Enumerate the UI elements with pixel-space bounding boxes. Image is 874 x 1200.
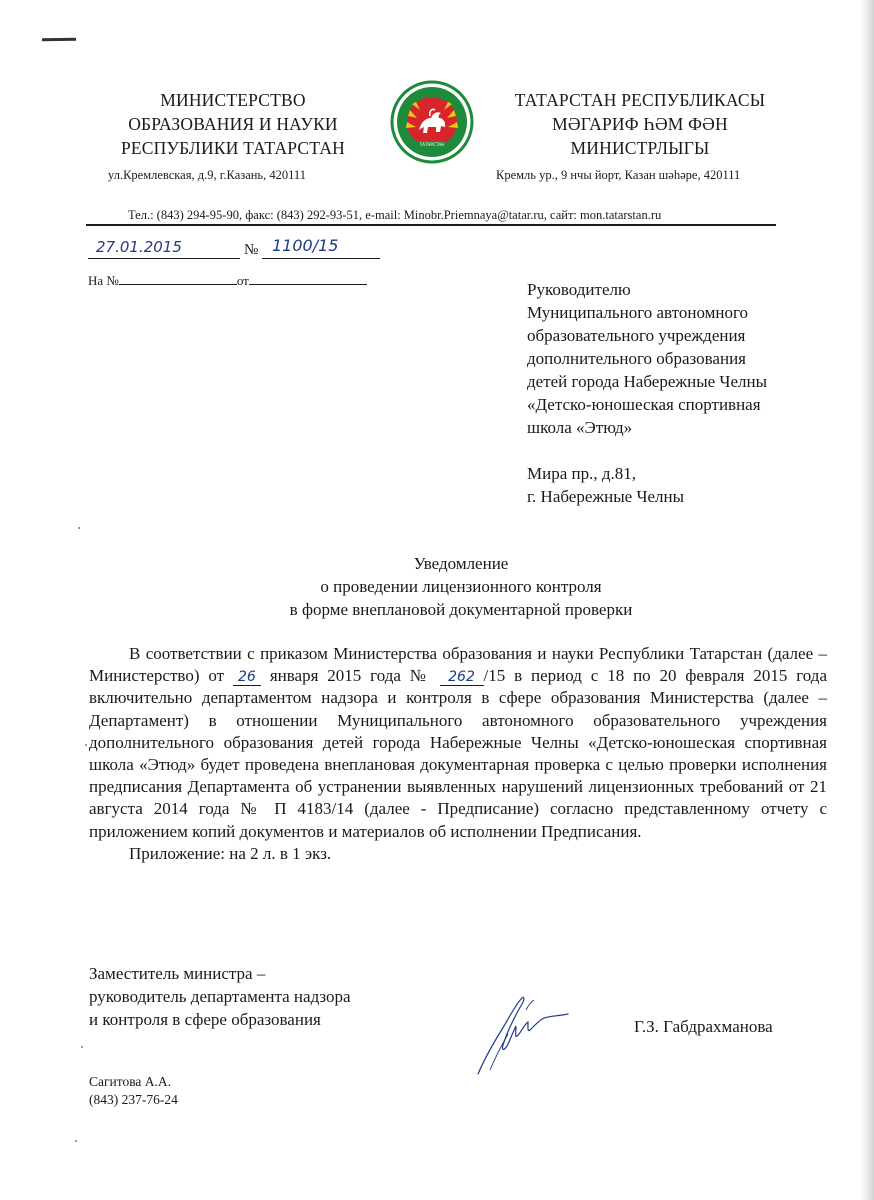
addressee-line: Муниципального автономного — [527, 303, 749, 322]
addressee-address-line: г. Набережные Челны — [527, 487, 685, 506]
ministry-address-russian: ул.Кремлевская, д.9, г.Казань, 420111 — [108, 168, 306, 182]
executor-info — [89, 1073, 178, 1109]
reference-line — [88, 272, 367, 289]
order-day-handwritten: 26 — [233, 669, 261, 686]
ministry-contacts: Тел.: (843) 294-95-90, факс: (843) 292-93-51, e-mail: Minobr.Priemnaya@tatar.ru, сайт: mon.tatarstan.ru — [128, 208, 662, 222]
emblem-text: ТАТАРСТАН — [419, 142, 445, 147]
addressee-line: образовательного учреждения — [527, 326, 746, 345]
scan-speck — [85, 744, 87, 746]
body-text-part3: /15 в период с 18 по 20 февраля 2015 года включительно департаментом надзора и контроля в сфере образования Министерства (далее – Департамент) в отношении Муниципального автономного образовательного учреждения дополнительного образования детей города Набережные Челны «Детско-юношеская спортивная школа «Этюд» будет проведена внеплановая документарная проверка с целью проверки исполнения предписания Департамента об устранении выявленных нарушений лицензионных требований от 21 августа 2014 года № П 4183/14 (далее - Предписание) согласно представленному отчету с приложением копий документов и материалов об исполнении Предписания. — [89, 666, 827, 841]
scan-page-edge — [860, 0, 874, 1200]
body-text-part1: В соответствии с приказом Министерства образования и науки Республики Татарстан (далее – Министерство) от — [89, 644, 827, 686]
reference-number-label: На № — [88, 273, 119, 288]
body-text-part2: января 2015 года № — [269, 666, 431, 686]
signatory-position — [89, 962, 351, 1031]
handwritten-signature — [470, 990, 580, 1080]
addressee-spacer — [527, 439, 847, 462]
document-title — [160, 552, 762, 621]
addressee-address-line: Мира пр., д.81, — [527, 464, 637, 483]
scan-speck — [78, 527, 80, 529]
ministry-name-tatar — [480, 88, 800, 160]
addressee-line: дополнительного образования — [527, 349, 746, 368]
ministry-address-tatar: Кремль ур., 9 нчы йорт, Казан шәһәре, 420111 — [496, 168, 741, 182]
executor-name: Сагитова А.А. — [89, 1074, 172, 1089]
outgoing-date: 27.01.2015 — [96, 238, 182, 256]
outgoing-number: 1100/15 — [272, 236, 339, 255]
title-line: в форме внеплановой документарной проверки — [289, 600, 633, 619]
signatory-position-line: руководитель департамента надзора — [89, 987, 351, 1006]
ministry-name-line: МӘГАРИФ ҺӘМ ФӘН — [552, 114, 728, 134]
document-body — [89, 643, 827, 865]
ministry-name-line: ОБРАЗОВАНИЯ И НАУКИ — [128, 114, 338, 134]
number-label: № — [244, 242, 259, 258]
ministry-name-line: МИНИСТРЛЫГЫ — [570, 138, 710, 158]
scan-corner-mark — [42, 38, 76, 42]
order-number-handwritten: 262 — [440, 669, 484, 686]
addressee-block — [527, 278, 847, 508]
reference-from-label: от — [236, 273, 249, 288]
addressee-line: школа «Этюд» — [527, 418, 633, 437]
reference-date-blank — [249, 272, 367, 285]
body-paragraph — [89, 643, 827, 843]
header-divider — [86, 224, 776, 226]
tatarstan-emblem-icon — [390, 80, 474, 164]
title-line: о проведении лицензионного контроля — [320, 577, 602, 596]
ministry-name-line: РЕСПУБЛИКИ ТАТАРСТАН — [120, 138, 345, 158]
ministry-name-line: МИНИСТЕРСТВО — [160, 90, 306, 110]
scan-speck — [75, 1140, 77, 1142]
addressee-line: детей города Набережные Челны — [527, 372, 768, 391]
addressee-line: Руководителю — [527, 280, 631, 299]
signer-name: Г.З. Габдрахманова — [634, 1017, 773, 1036]
scan-speck — [81, 1046, 83, 1048]
executor-phone: (843) 237-76-24 — [89, 1092, 178, 1107]
ministry-name-line: ТАТАРСТАН РЕСПУБЛИКАСЫ — [514, 90, 766, 110]
ministry-name-russian — [78, 88, 388, 160]
attachment-note: Приложение: на 2 л. в 1 экз. — [129, 843, 332, 863]
reference-number-blank — [119, 272, 237, 285]
signatory-position-line: и контроля в сфере образования — [89, 1010, 321, 1029]
signatory-position-line: Заместитель министра – — [89, 964, 266, 983]
title-line: Уведомление — [413, 554, 509, 573]
addressee-line: «Детско-юношеская спортивная — [527, 395, 761, 414]
